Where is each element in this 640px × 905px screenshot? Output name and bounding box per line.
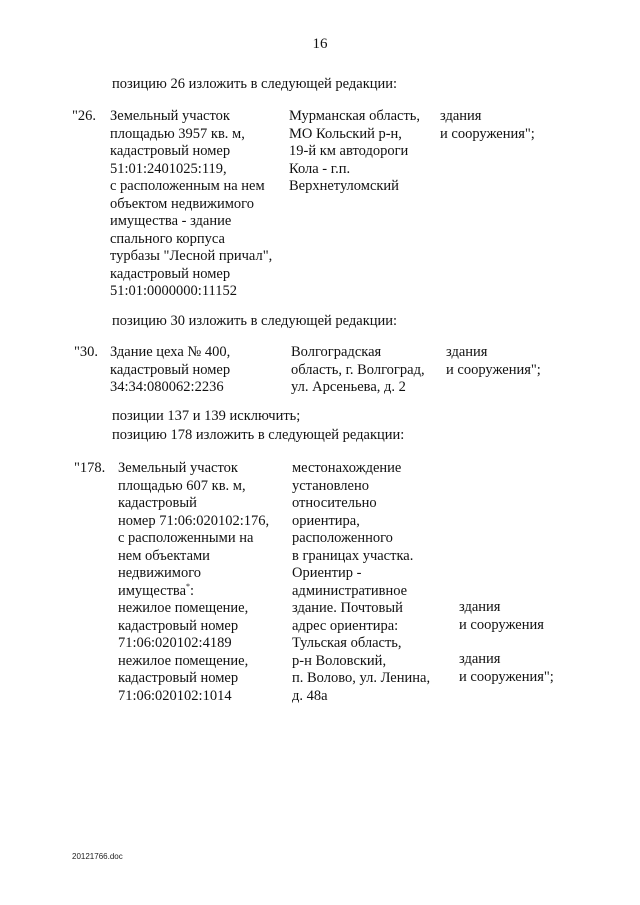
file-name-footer: 20121766.doc bbox=[72, 852, 123, 861]
entry-26-category: здания и сооружения"; bbox=[440, 108, 535, 142]
entry-26-number: "26. bbox=[72, 108, 97, 124]
entry-178-description-head: Земельный участок площадью 607 кв. м, кадастровый номер 71:06:020102:176, с расположенными на нем объектами недвижимого имущества bbox=[118, 460, 270, 599]
entry-30-description: Здание цеха № 400, кадастровый номер 34:34:080062:2236 bbox=[110, 344, 231, 395]
entry-178-number: "178. bbox=[74, 460, 106, 476]
entry-30-category: здания и сооружения"; bbox=[446, 344, 541, 378]
entry-26-description: Земельный участок площадью 3957 кв. м, кадастровый номер 51:01:2401025:119, с расположенным на нем объектом недвижимого имущества - здание спального корпуса турбазы "Лесной причал", кадастровый номер 51:01:0000000:11152 bbox=[110, 108, 273, 299]
footnote-mark: * bbox=[186, 581, 191, 591]
entry-26-location: Мурманская область, МО Кольский р-н, 19-й км автодороги Кола - г.п. Верхнетуломский bbox=[289, 108, 421, 194]
entry-178-location: местонахождение установлено относительно ориентира, расположенного в границах участка. Ориентир - административное здание. Почтовый адрес ориентира: Тульская область, р-н Воловский, п. Волово, ул. Ленина, д. 48а bbox=[292, 460, 431, 704]
entry-178-category-2: здания и сооружения"; bbox=[459, 651, 554, 685]
entry-30-location: Волгоградская область, г. Волгоград, ул. Арсеньева, д. 2 bbox=[291, 344, 425, 395]
page-number: 16 bbox=[312, 36, 328, 52]
entry-178-description-tail: : нежилое помещение, кадастровый номер 71:06:020102:4189 нежилое помещение, кадастровый номер 71:06:020102:1014 bbox=[118, 582, 249, 704]
instruction-pos26: позицию 26 изложить в следующей редакции: bbox=[112, 76, 398, 92]
instruction-pos178: позицию 178 изложить в следующей редакции: bbox=[112, 427, 405, 443]
instruction-exclude: позиции 137 и 139 исключить; bbox=[112, 408, 301, 424]
entry-30-number: "30. bbox=[74, 344, 99, 360]
instruction-pos30: позицию 30 изложить в следующей редакции: bbox=[112, 313, 398, 329]
entry-178-description bbox=[118, 460, 269, 705]
entry-178-category-1: здания и сооружения bbox=[459, 599, 544, 633]
